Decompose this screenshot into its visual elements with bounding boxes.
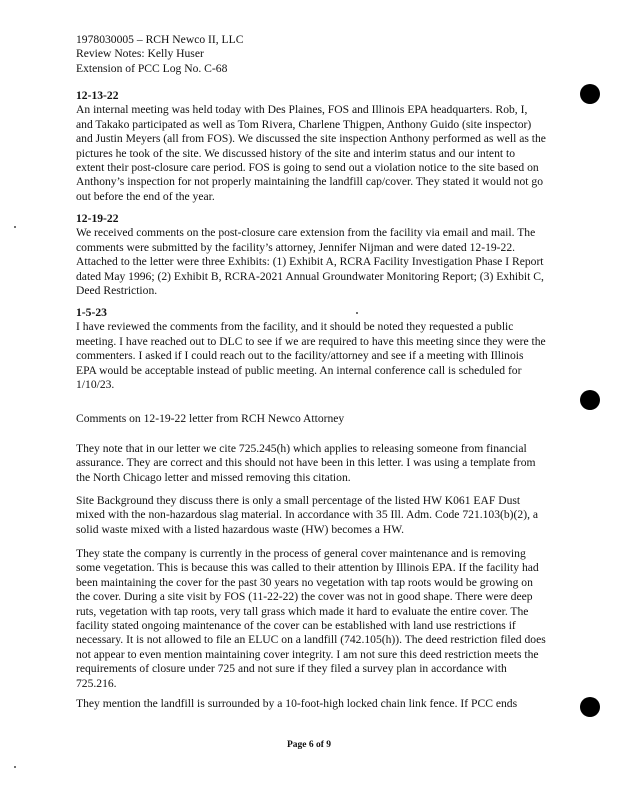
paragraph-fence bbox=[76, 697, 546, 711]
paragraph-text: They state the company is currently in the process of general cover maintenance and is removing some vegetation. This is because this was called to their attention by Illinois EPA. If the facility had been maintaining the cover for the past 30 years no vegetation with tap roots would be growing on the cover. During a site visit by FOS (11-22-22) the cover was not in good shape. There were deep ruts, vegetation with tap roots, very tall grass which made it hard to evaluate the entire cover. The facility stated ongoing maintenance of the cover can be established with land use restrictions if necessary. It is not allowed to file an ELUC on a landfill (742.105(h)). The deed restriction filed does not appear to even mention maintaining cover integrity. I am not sure this deed restriction meets the requirements of closure under 725 and not sure if they filed a survey plan in accordance with 725.216. bbox=[76, 547, 546, 690]
paragraph-text: Site Background they discuss there is only a small percentage of the listed HW K061 EAF Dust mixed with the non-hazardous slag material. In accordance with 35 Ill. Adm. Code 721.103(b)(2), a solid waste mixed with a listed hazardous waste (HW) becomes a HW. bbox=[76, 494, 539, 536]
header-log-line: Extension of PCC Log No. C-68 bbox=[76, 61, 228, 75]
paragraph-text: They mention the landfill is surrounded by a 10-foot-high locked chain link fence. If PCC ends bbox=[76, 697, 518, 710]
scan-speck bbox=[14, 766, 16, 768]
punch-hole-middle bbox=[580, 390, 600, 410]
entry-1-5-23 bbox=[76, 306, 546, 392]
entry-12-19-22 bbox=[76, 212, 546, 298]
scan-speck bbox=[356, 312, 358, 314]
entry-text: I have reviewed the comments from the facility, and it should be noted they requested a public meeting. I have reached out to DLC to see if we are required to have this meeting since they were the commenters. I asked if I could reach out to the facility/attorney and see if a meeting with Illinois EPA would be acceptable instead of public meeting. An internal conference call is scheduled for 1/10/23. bbox=[76, 320, 546, 392]
paragraph-text: They note that in our letter we cite 725.245(h) which applies to releasing someone from financial assurance. They are correct and this should not have been in this letter. I was using a template from the North Chicago letter and missed removing this citation. bbox=[76, 442, 536, 484]
page-number-footer: Page 6 of 9 bbox=[286, 740, 332, 750]
header-review-notes-line: Review Notes: Kelly Huser bbox=[76, 47, 204, 61]
entry-date: 12-13-22 bbox=[76, 89, 119, 102]
entry-date: 1-5-23 bbox=[76, 306, 107, 319]
entry-date: 12-19-22 bbox=[76, 212, 119, 225]
document-header bbox=[76, 33, 546, 76]
comments-heading bbox=[76, 412, 546, 426]
entry-12-13-22 bbox=[76, 89, 546, 204]
paragraph-site-background bbox=[76, 494, 546, 537]
entry-text: An internal meeting was held today with Des Plaines, FOS and Illinois EPA headquarters. Rob, I, and Takako participated as well as Tom Rivera, Charlene Thigpen, Anthony Guido (site inspector) and Justin Meyers (all from FOS). We discussed the site inspection Anthony performed as well as the pictures he took of the site. We discussed history of the site and interim status and our intent to extent their post-closure care period. FOS is going to send out a violation notice to the site based on Anthony’s inspection for not properly maintaining the landfill cap/cover. They stated it would not go out before the end of the year. bbox=[76, 103, 546, 203]
header-facility-line: 1978030005 – RCH Newco II, LLC bbox=[76, 33, 244, 46]
scan-speck bbox=[14, 226, 16, 228]
paragraph-cover-maintenance bbox=[76, 547, 546, 691]
entry-text: We received comments on the post-closure care extension from the facility via email and mail. The comments were submitted by the facility’s attorney, Jennifer Nijman and were dated 12-19-22. Attached to the letter were three Exhibits: (1) Exhibit A, RCRA Facility Investigation Phase I Report dated May 1996; (2) Exhibit B, RCRA-2021 Annual Groundwater Monitoring Report; (3) Exhibit C, Deed Restriction. bbox=[76, 226, 544, 298]
paragraph-financial-assurance bbox=[76, 442, 546, 485]
comments-heading-text: Comments on 12-19-22 letter from RCH Newco Attorney bbox=[76, 412, 345, 425]
punch-hole-top bbox=[580, 84, 600, 104]
punch-hole-bottom bbox=[580, 697, 600, 717]
